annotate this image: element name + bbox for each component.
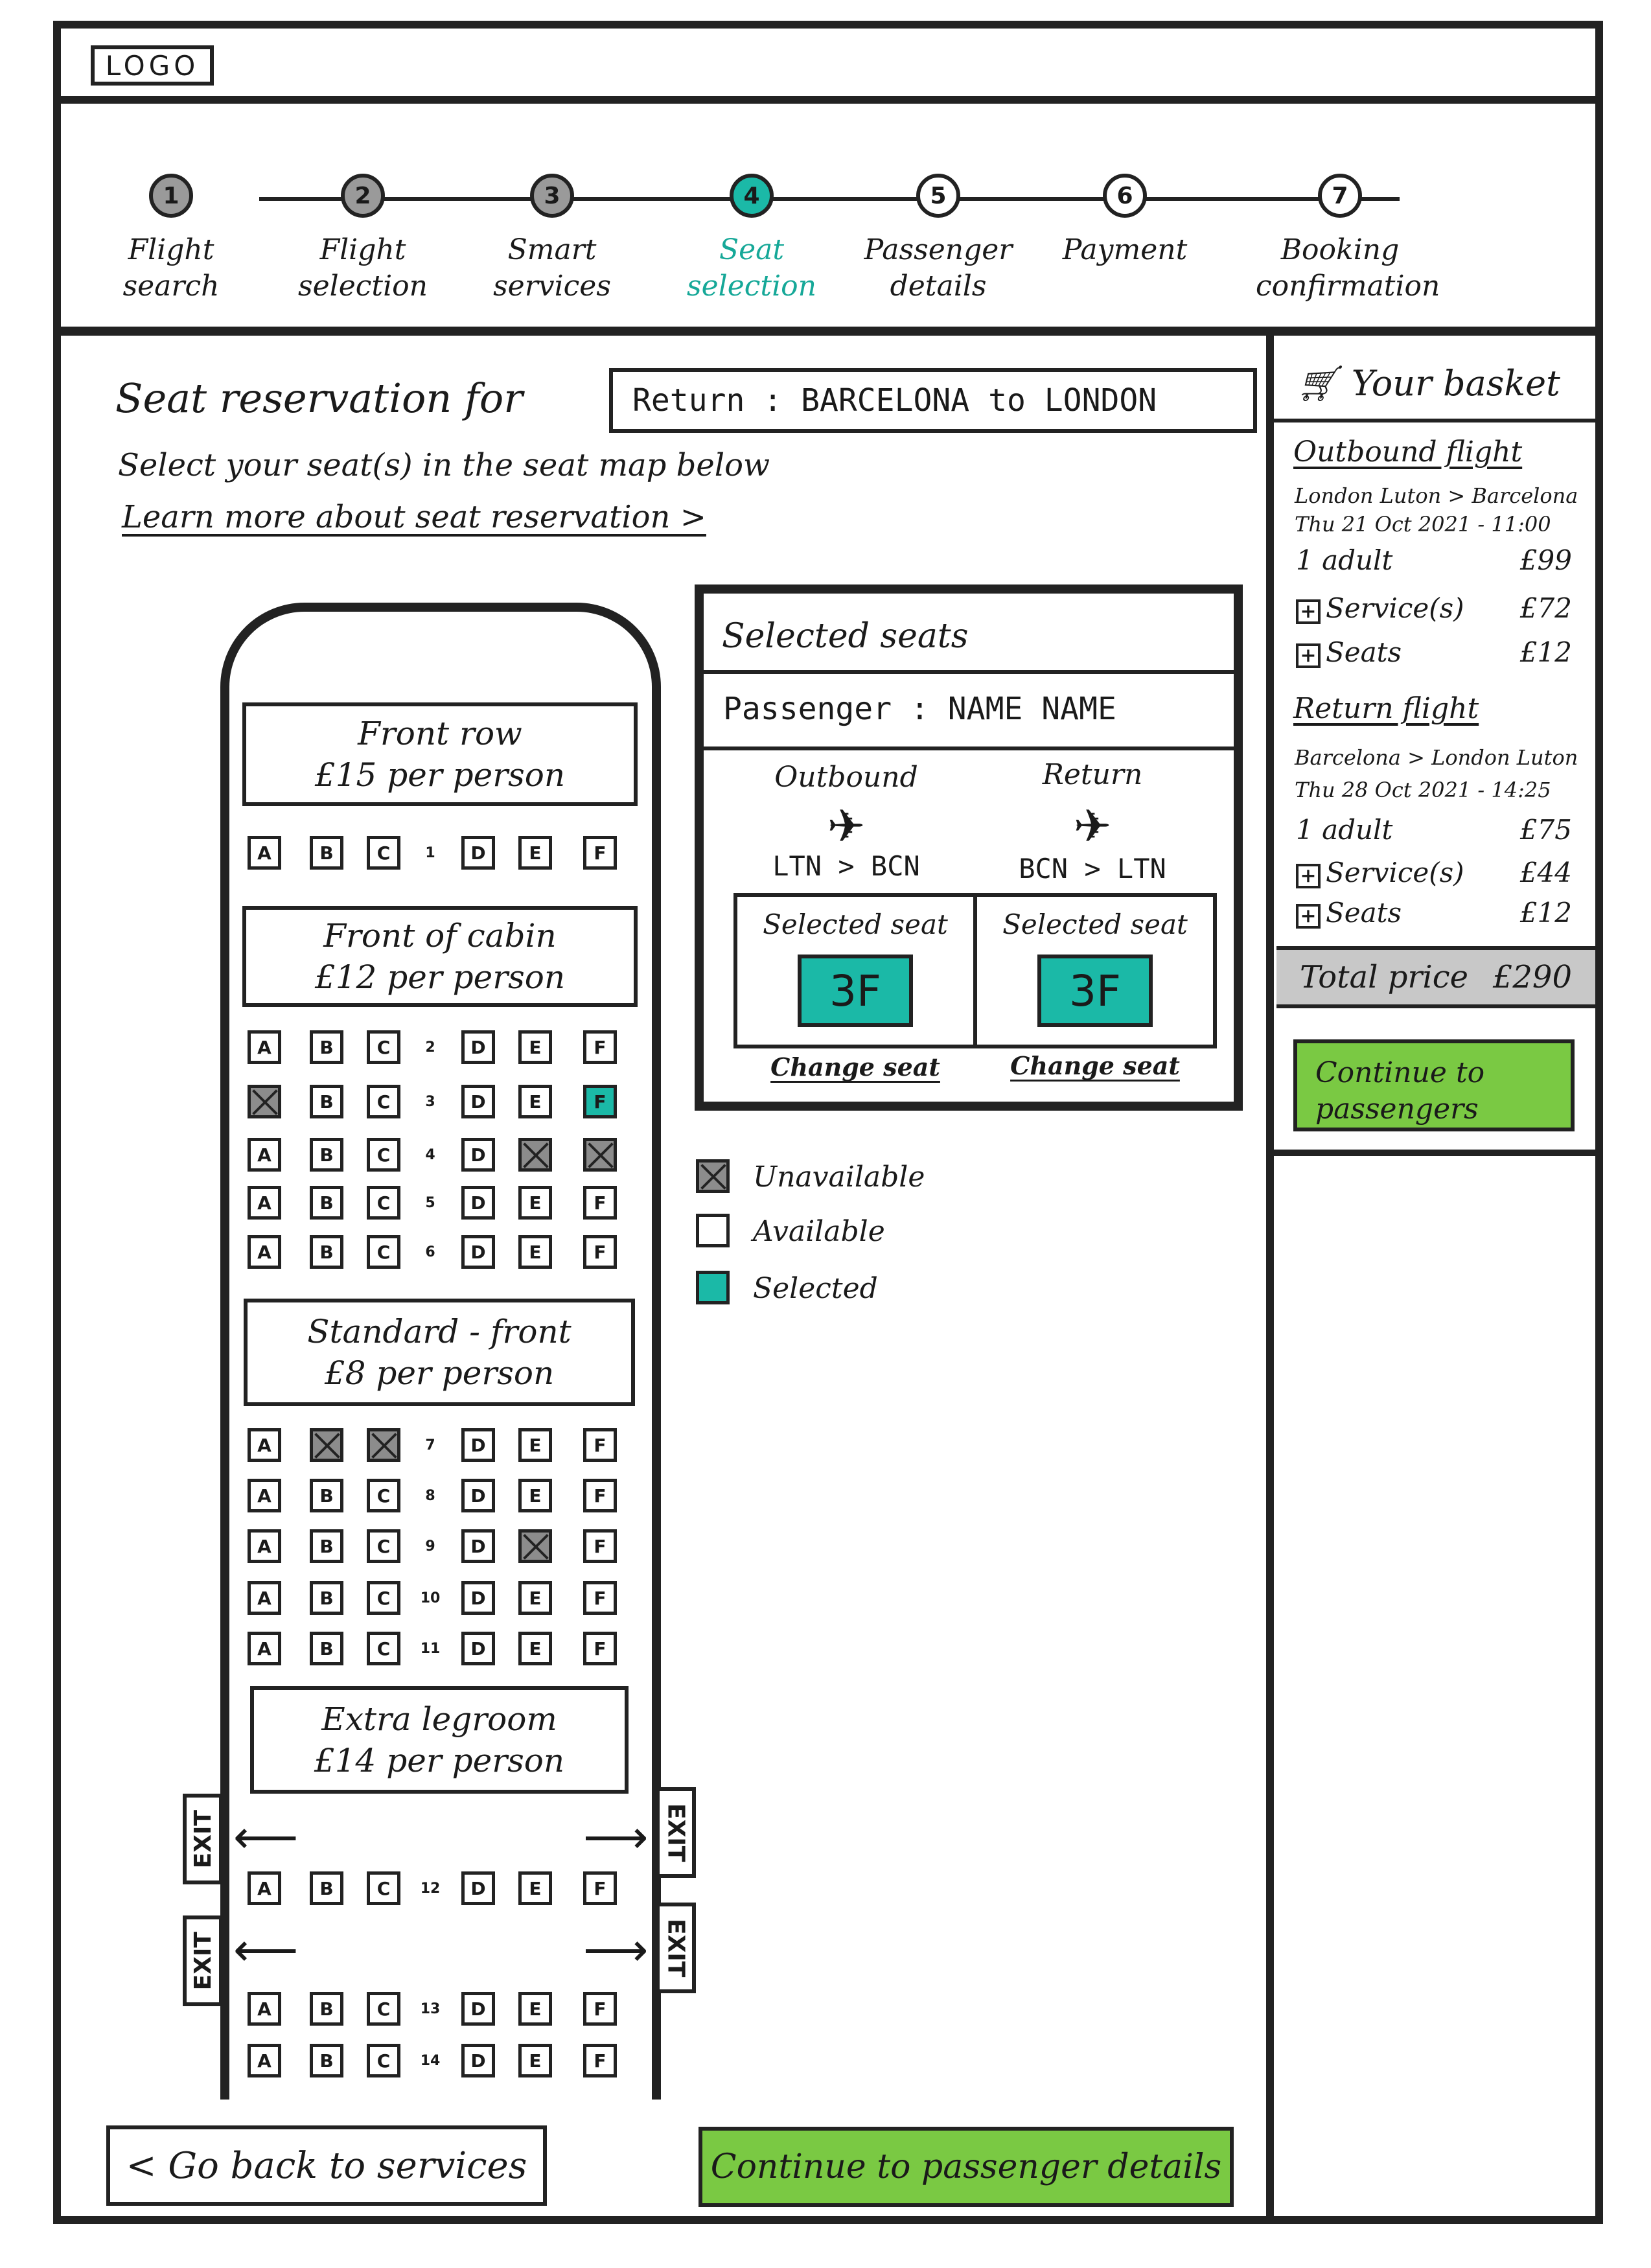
change-outbound-seat-link[interactable]: Change seat <box>770 1052 940 1082</box>
step-number: 4 <box>730 174 774 218</box>
arrow-left-icon: ⟵ <box>233 1923 299 1976</box>
seat-1F[interactable]: F <box>583 836 617 870</box>
exit-sign <box>183 1794 223 1884</box>
seat-7E[interactable]: E <box>518 1428 552 1462</box>
header-divider <box>53 96 1603 104</box>
total-label: Total price <box>1300 959 1469 995</box>
section-price: £15 per person <box>314 756 566 794</box>
seat-label: Selected seat <box>1002 908 1188 940</box>
return-label: Return <box>1042 758 1143 791</box>
services-label: Service(s) <box>1326 592 1464 624</box>
seat-4E <box>518 1138 552 1172</box>
plane-takeoff-icon: ✈ <box>827 800 866 853</box>
seat-4D[interactable]: D <box>461 1138 495 1172</box>
basket-divider <box>1274 419 1595 422</box>
seat-14D[interactable]: D <box>461 2044 495 2077</box>
learn-more-link[interactable]: Learn more about seat reservation > <box>122 499 706 535</box>
seat-4A[interactable]: A <box>248 1138 281 1172</box>
seats-label: Seats <box>1326 636 1402 668</box>
cart-icon: 🛒︎ <box>1296 363 1352 404</box>
step-5 <box>854 174 1022 305</box>
seat-4F <box>583 1138 617 1172</box>
outbound-route: London Luton > Barcelona <box>1295 483 1578 508</box>
step-3[interactable] <box>468 174 636 305</box>
step-number: 7 <box>1318 174 1362 218</box>
services-label: Service(s) <box>1326 857 1464 888</box>
step-label: Seat selection <box>687 233 816 303</box>
step-label: Passenger details <box>864 233 1013 303</box>
seat-6B[interactable]: B <box>310 1235 343 1269</box>
row-number: 2 <box>425 1039 435 1056</box>
return-route: Barcelona > London Luton <box>1295 745 1578 770</box>
seat-10C[interactable]: C <box>367 1581 400 1615</box>
panel-title: Selected seats <box>722 617 969 656</box>
seat-14A[interactable]: A <box>248 2044 281 2077</box>
seat-12D[interactable]: D <box>461 1871 495 1905</box>
seat-7A[interactable]: A <box>248 1428 281 1462</box>
seat-13F[interactable]: F <box>583 1992 617 2026</box>
seat-3B[interactable]: B <box>310 1085 343 1118</box>
seat-2C[interactable]: C <box>367 1030 400 1064</box>
section-extra-legroom <box>250 1686 629 1794</box>
outbound-seat-value: 3F <box>798 955 913 1027</box>
exit-sign <box>656 1903 696 1993</box>
seat-1C[interactable]: C <box>367 836 400 870</box>
step-label: Smart services <box>493 233 611 303</box>
seat-5B[interactable]: B <box>310 1186 343 1220</box>
section-standard-front <box>244 1299 635 1406</box>
section-price: £14 per person <box>314 1742 565 1779</box>
seat-9A[interactable]: A <box>248 1529 281 1563</box>
seat-9C[interactable]: C <box>367 1529 400 1563</box>
selected-swatch <box>696 1271 731 1306</box>
step-2[interactable] <box>279 174 447 305</box>
seat-11F[interactable]: F <box>583 1632 617 1665</box>
page-subtitle: Select your seat(s) in the seat map below <box>118 447 770 483</box>
return-seat-value: 3F <box>1037 955 1153 1027</box>
continue-to-passenger-details-button[interactable]: Continue to passenger details <box>698 2127 1234 2207</box>
seat-3F[interactable]: F <box>583 1085 617 1118</box>
seat-10B[interactable]: B <box>310 1581 343 1615</box>
arrow-right-icon: ⟶ <box>583 1923 649 1976</box>
seat-5E[interactable]: E <box>518 1186 552 1220</box>
section-name: Standard - front <box>307 1313 572 1350</box>
seat-3E[interactable]: E <box>518 1085 552 1118</box>
seat-9E <box>518 1529 552 1563</box>
outbound-seat-box <box>733 893 977 1048</box>
seat-12B[interactable]: B <box>310 1871 343 1905</box>
adult-price: £99 <box>1519 544 1572 576</box>
row-number: 6 <box>425 1244 435 1260</box>
change-return-seat-link[interactable]: Change seat <box>1010 1051 1180 1080</box>
seat-1A[interactable]: A <box>248 836 281 870</box>
arrow-right-icon: ⟶ <box>583 1811 649 1864</box>
step-label: Flight search <box>122 233 220 303</box>
seat-11A[interactable]: A <box>248 1632 281 1665</box>
seat-10F[interactable]: F <box>583 1581 617 1615</box>
seat-8F[interactable]: F <box>583 1479 617 1512</box>
section-front-of-cabin <box>242 906 638 1007</box>
legend-label: Available <box>753 1214 885 1248</box>
exit-label: EXIT <box>189 1809 216 1869</box>
exit-sign <box>656 1787 696 1878</box>
step-6 <box>1041 174 1209 268</box>
basket-title-text: Your basket <box>1351 363 1560 404</box>
seat-14C[interactable]: C <box>367 2044 400 2077</box>
available-swatch <box>696 1214 731 1249</box>
outbound-date: Thu 21 Oct 2021 - 11:00 <box>1295 512 1551 537</box>
exit-label: EXIT <box>662 1803 689 1862</box>
step-label: Booking confirmation <box>1256 233 1440 303</box>
legend-label: Selected <box>753 1271 878 1305</box>
logo[interactable]: LOGO <box>91 45 214 86</box>
seat-5A[interactable]: A <box>248 1186 281 1220</box>
seat-14F[interactable]: F <box>583 2044 617 2077</box>
seat-8A[interactable]: A <box>248 1479 281 1512</box>
seat-2D[interactable]: D <box>461 1030 495 1064</box>
seat-6A[interactable]: A <box>248 1235 281 1269</box>
row-number: 7 <box>425 1437 435 1453</box>
plane-landing-icon: ✈ <box>1073 800 1112 853</box>
section-front-row <box>242 702 638 806</box>
route-selector[interactable]: Return : BARCELONA to LONDON <box>609 368 1257 433</box>
seat-9B[interactable]: B <box>310 1529 343 1563</box>
seat-6E[interactable]: E <box>518 1235 552 1269</box>
passenger-name: Passenger : NAME NAME <box>723 691 1116 727</box>
seat-13D[interactable]: D <box>461 1992 495 2026</box>
step-4 <box>667 174 836 305</box>
row-number: 1 <box>425 845 435 861</box>
outbound-heading: Outbound flight <box>1293 435 1523 469</box>
seat-6F[interactable]: F <box>583 1235 617 1269</box>
step-label: Flight selection <box>298 233 428 303</box>
seat-13A[interactable]: A <box>248 1992 281 2026</box>
step-1[interactable] <box>87 174 255 305</box>
seat-11D[interactable]: D <box>461 1632 495 1665</box>
return-seat-box <box>973 893 1217 1048</box>
seats-price: £12 <box>1519 636 1572 668</box>
legend-label: Unavailable <box>753 1160 925 1194</box>
step-number: 5 <box>916 174 960 218</box>
seats-label: Seats <box>1326 897 1402 929</box>
seat-2A[interactable]: A <box>248 1030 281 1064</box>
adult-price: £75 <box>1519 814 1572 846</box>
step-number: 2 <box>341 174 385 218</box>
divider <box>704 746 1234 750</box>
step-number: 6 <box>1103 174 1147 218</box>
expand-icon[interactable]: + <box>1296 599 1321 624</box>
seat-14E[interactable]: E <box>518 2044 552 2077</box>
selected-seats-panel <box>695 584 1243 1111</box>
total-value: £290 <box>1492 959 1572 995</box>
row-number: 10 <box>420 1590 441 1606</box>
basket-divider <box>1266 334 1274 2224</box>
divider <box>704 670 1234 674</box>
seat-2B[interactable]: B <box>310 1030 343 1064</box>
seat-11B[interactable]: B <box>310 1632 343 1665</box>
row-number: 8 <box>425 1488 435 1504</box>
seat-6C[interactable]: C <box>367 1235 400 1269</box>
seat-8D[interactable]: D <box>461 1479 495 1512</box>
seat-2E[interactable]: E <box>518 1030 552 1064</box>
return-date: Thu 28 Oct 2021 - 14:25 <box>1295 778 1551 802</box>
seat-10E[interactable]: E <box>518 1581 552 1615</box>
row-number: 14 <box>420 2053 441 2069</box>
outbound-label: Outbound <box>774 761 918 794</box>
expand-icon[interactable]: + <box>1296 864 1321 888</box>
seat-label: Selected seat <box>763 908 948 940</box>
seat-3C[interactable]: C <box>367 1085 400 1118</box>
seat-13E[interactable]: E <box>518 1992 552 2026</box>
outbound-seats-line[interactable] <box>1296 636 1572 668</box>
legend-available <box>696 1212 885 1251</box>
seat-8C[interactable]: C <box>367 1479 400 1512</box>
return-route: BCN > LTN <box>1019 853 1166 885</box>
step-number: 3 <box>530 174 574 218</box>
return-adult-line <box>1296 814 1572 846</box>
adult-label: 1 adult <box>1296 544 1393 576</box>
seat-11E[interactable]: E <box>518 1632 552 1665</box>
section-price: £12 per person <box>314 958 566 996</box>
exit-label: EXIT <box>662 1918 689 1978</box>
adult-label: 1 adult <box>1296 814 1393 846</box>
seat-1D[interactable]: D <box>461 836 495 870</box>
services-price: £44 <box>1519 857 1572 888</box>
page-title: Seat reservation for <box>115 375 523 422</box>
seat-10A[interactable]: A <box>248 1581 281 1615</box>
row-number: 9 <box>425 1538 435 1555</box>
services-price: £72 <box>1519 592 1572 624</box>
seat-5C[interactable]: C <box>367 1186 400 1220</box>
expand-icon[interactable]: + <box>1296 643 1321 668</box>
row-number: 5 <box>425 1195 435 1211</box>
legend-selected <box>696 1269 878 1308</box>
seat-7C <box>367 1428 400 1462</box>
seat-11C[interactable]: C <box>367 1632 400 1665</box>
return-seats-line[interactable] <box>1296 897 1572 929</box>
step-label: Payment <box>1062 233 1188 266</box>
row-number: 11 <box>420 1641 441 1657</box>
arrow-left-icon: ⟵ <box>233 1811 299 1864</box>
seat-6D[interactable]: D <box>461 1235 495 1269</box>
unavailable-swatch <box>696 1159 731 1194</box>
section-name: Extra legroom <box>321 1700 557 1738</box>
outbound-services-line[interactable] <box>1296 592 1572 624</box>
seat-2F[interactable]: F <box>583 1030 617 1064</box>
outbound-route: LTN > BCN <box>772 850 920 882</box>
seat-12C[interactable]: C <box>367 1871 400 1905</box>
section-price: £8 per person <box>324 1354 555 1392</box>
outbound-adult-line <box>1296 544 1572 576</box>
back-to-services-button[interactable]: < Go back to services <box>106 2125 547 2206</box>
row-number: 3 <box>425 1094 435 1110</box>
seat-7B <box>310 1428 343 1462</box>
seat-13C[interactable]: C <box>367 1992 400 2026</box>
seat-12E[interactable]: E <box>518 1871 552 1905</box>
row-number: 4 <box>425 1147 435 1163</box>
legend-unavailable <box>696 1157 925 1196</box>
seat-9D[interactable]: D <box>461 1529 495 1563</box>
seat-13B[interactable]: B <box>310 1992 343 2026</box>
return-heading: Return flight <box>1293 692 1479 725</box>
section-name: Front of cabin <box>323 917 557 955</box>
step-7 <box>1256 174 1440 305</box>
seat-7D[interactable]: D <box>461 1428 495 1462</box>
seat-3D[interactable]: D <box>461 1085 495 1118</box>
return-services-line[interactable] <box>1296 857 1572 888</box>
seat-10D[interactable]: D <box>461 1581 495 1615</box>
seat-4B[interactable]: B <box>310 1138 343 1172</box>
steps-divider <box>53 327 1603 336</box>
basket-continue-button[interactable]: Continue to passengers <box>1293 1039 1575 1131</box>
basket-bottom-divider <box>1274 1150 1595 1156</box>
seat-12F[interactable]: F <box>583 1871 617 1905</box>
basket-title <box>1296 363 1560 404</box>
seat-12A[interactable]: A <box>248 1871 281 1905</box>
seat-5F[interactable]: F <box>583 1186 617 1220</box>
seat-1B[interactable]: B <box>310 836 343 870</box>
seat-9F[interactable]: F <box>583 1529 617 1563</box>
seat-7F[interactable]: F <box>583 1428 617 1462</box>
seat-4C[interactable]: C <box>367 1138 400 1172</box>
seat-3A <box>248 1085 281 1118</box>
total-price-bar <box>1276 946 1595 1008</box>
seat-14B[interactable]: B <box>310 2044 343 2077</box>
row-number: 12 <box>420 1880 441 1897</box>
exit-label: EXIT <box>189 1931 216 1991</box>
seat-8B[interactable]: B <box>310 1479 343 1512</box>
expand-icon[interactable]: + <box>1296 904 1321 929</box>
seat-5D[interactable]: D <box>461 1186 495 1220</box>
section-name: Front row <box>358 715 522 752</box>
row-number: 13 <box>420 2001 441 2017</box>
seat-1E[interactable]: E <box>518 836 552 870</box>
step-number: 1 <box>149 174 193 218</box>
seat-8E[interactable]: E <box>518 1479 552 1512</box>
seats-price: £12 <box>1519 897 1572 929</box>
exit-sign <box>183 1915 223 2006</box>
